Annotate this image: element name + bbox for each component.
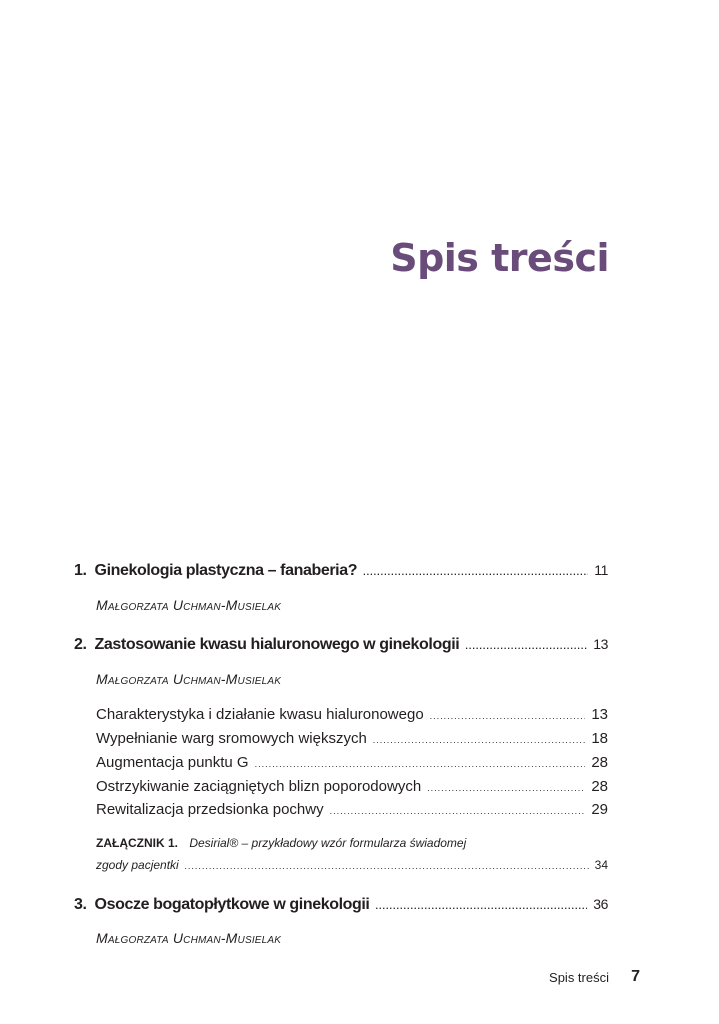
dot-leader xyxy=(373,735,586,745)
section-page-number: 28 xyxy=(591,754,608,771)
annex-label: ZAŁĄCZNIK 1. xyxy=(96,836,178,850)
toc-chapter-1[interactable] xyxy=(74,562,608,580)
section-title: Ostrzykiwanie zaciągniętych blizn poporodowych xyxy=(96,778,422,795)
annex-title: Desirial® – przykładowy wzór formularza świadomej xyxy=(189,836,467,850)
chapter-author: Małgorzata Uchman-Musielak xyxy=(96,671,282,687)
toc-section[interactable] xyxy=(96,706,608,723)
chapter-title: Zastosowanie kwasu hialuronowego w ginekologii xyxy=(94,636,460,653)
dot-leader xyxy=(430,711,586,721)
section-title: Wypełnianie warg sromowych większych xyxy=(96,730,367,747)
chapter-title: Osocze bogatopłytkowe w ginekologii xyxy=(94,896,370,913)
chapter-page-number: 11 xyxy=(594,562,608,578)
chapter-number: 1. xyxy=(74,562,87,579)
section-page-number: 29 xyxy=(591,801,608,818)
chapter-page-number: 36 xyxy=(593,896,608,912)
chapter-title: Ginekologia plastyczna – fanaberia? xyxy=(94,562,358,579)
section-page-number: 13 xyxy=(591,706,608,723)
toc-section[interactable] xyxy=(96,778,608,795)
page-number: 7 xyxy=(631,968,640,985)
dot-leader xyxy=(255,759,586,769)
section-page-number: 28 xyxy=(591,778,608,795)
dot-leader xyxy=(185,861,589,871)
section-title: Rewitalizacja przedsionka pochwy xyxy=(96,801,324,818)
chapter-author: Małgorzata Uchman-Musielak xyxy=(96,930,282,946)
chapter-page-number: 13 xyxy=(593,636,608,652)
section-page-number: 18 xyxy=(591,730,608,747)
toc-annex-continuation[interactable] xyxy=(96,858,608,872)
dot-leader xyxy=(375,901,587,911)
dot-leader xyxy=(465,641,587,651)
section-title: Augmentacja punktu G xyxy=(96,754,249,771)
dot-leader xyxy=(330,806,586,816)
annex-title-continuation: zgody pacjentki xyxy=(96,858,179,872)
chapter-author: Małgorzata Uchman-Musielak xyxy=(96,597,282,613)
dot-leader xyxy=(427,783,585,793)
page-title: Spis treści xyxy=(390,236,609,280)
toc-chapter-2[interactable] xyxy=(74,636,608,654)
toc-section[interactable] xyxy=(96,730,608,747)
annex-page-number: 34 xyxy=(594,858,608,872)
toc-chapter-3[interactable] xyxy=(74,896,608,914)
toc-annex[interactable] xyxy=(96,836,466,850)
running-footer-title: Spis treści xyxy=(549,970,609,985)
section-title: Charakterystyka i działanie kwasu hialuronowego xyxy=(96,706,424,723)
chapter-number: 2. xyxy=(74,636,87,653)
dot-leader xyxy=(363,567,588,577)
toc-section[interactable] xyxy=(96,754,608,771)
toc-section[interactable] xyxy=(96,801,608,818)
chapter-number: 3. xyxy=(74,896,87,913)
